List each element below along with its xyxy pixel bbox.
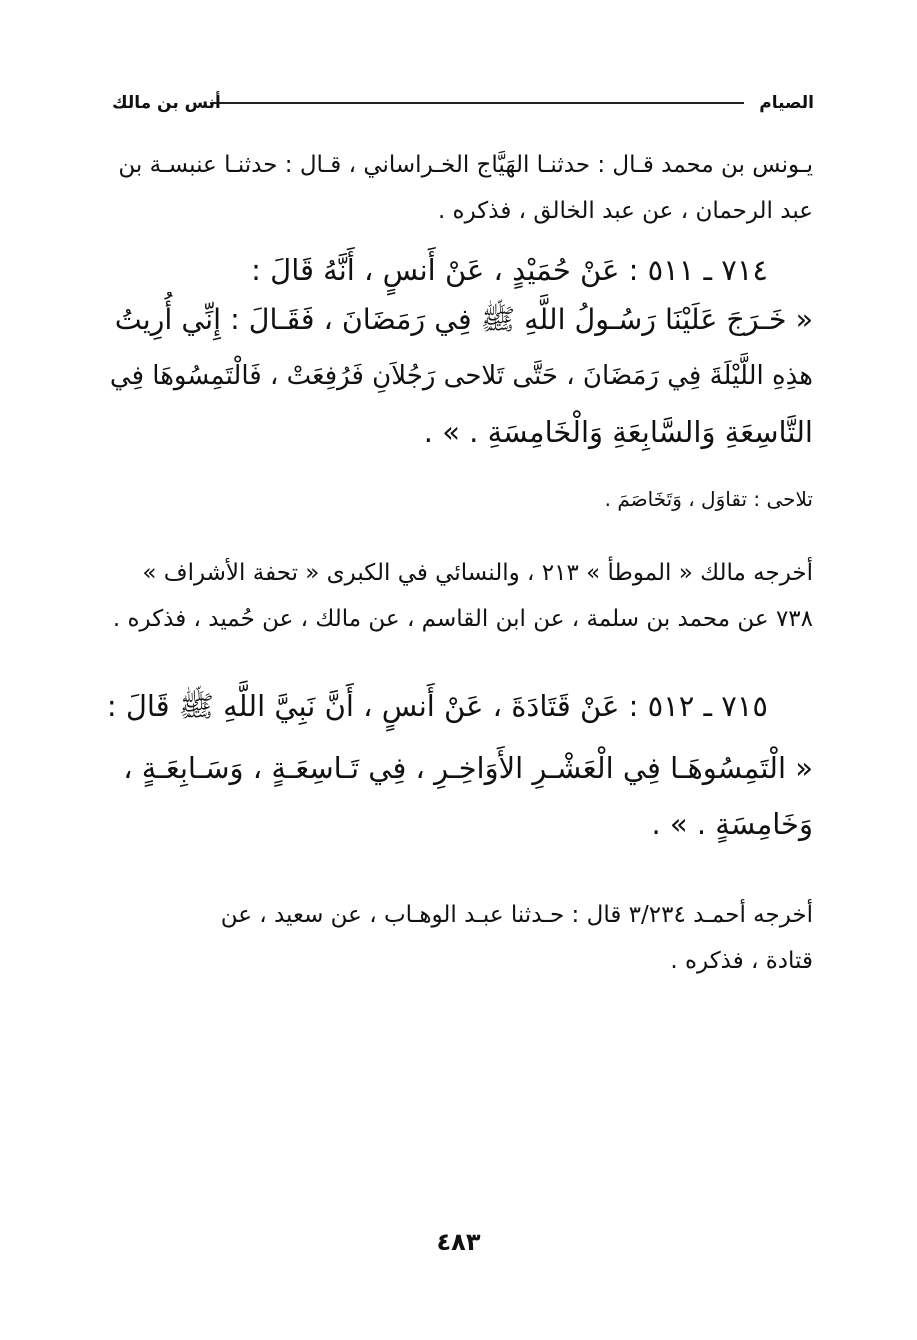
takhrij-line: قتادة ، فذكره . xyxy=(670,948,813,974)
page-number: ٤٨٣ xyxy=(436,1228,481,1256)
hadith-714-takhrij xyxy=(105,550,813,642)
text-line: عبد الرحمان ، عن عبد الخالق ، فذكره . xyxy=(437,198,813,224)
matn-line: التَّاسِعَةِ وَالسَّابِعَةِ وَالْخَامِسَةِ . » . xyxy=(423,415,813,449)
chapter-title: الصيام xyxy=(759,93,814,113)
header-rule xyxy=(210,102,744,104)
running-header xyxy=(112,90,814,122)
takhrij-line: ٧٣٨ عن محمد بن سلمة ، عن ابن القاسم ، عن مالك ، عن حُميد ، فذكره . xyxy=(112,606,813,632)
isnad-continuation xyxy=(105,142,813,234)
takhrij-line: أخرجه مالك « الموطأ » ٢١٣ ، والنسائي في الكبرى « تحفة الأشراف » xyxy=(142,560,813,586)
hadith-715-matn xyxy=(105,740,813,852)
hadith-heading-text: ٧١٤ ـ ٥١١ : عَنْ حُمَيْدٍ ، عَنْ أَنسٍ ، أَنَّهُ قَالَ : xyxy=(251,253,768,287)
gloss-note xyxy=(105,484,813,514)
hadith-715-heading xyxy=(105,680,813,732)
gloss-text: تلاحى : تقاوَل ، وَتَخَاصَمَ . xyxy=(604,487,813,511)
hadith-715-takhrij xyxy=(105,892,813,984)
text-line: يـونس بن محمد قـال : حدثنـا الهَيَّاج الخـراساني ، قـال : حدثنـا عنبسـة بن xyxy=(118,152,813,178)
matn-line: وَخَامِسَةٍ . » . xyxy=(651,807,813,841)
hadith-714-heading xyxy=(105,244,813,296)
takhrij-line: أخرجه أحمـد ٣/٢٣٤ قال : حـدثنا عبـد الوهـاب ، عن سعيد ، عن xyxy=(220,902,813,928)
hadith-714-matn xyxy=(105,292,813,460)
matn-line: « الْتَمِسُوهَـا فِي الْعَشْـرِ الأَوَاخِـرِ ، فِي تَـاسِعَـةٍ ، وَسَـابِعَـةٍ ، xyxy=(123,751,813,785)
matn-line: « خَـرَجَ عَلَيْنَا رَسُـولُ اللَّهِ ﷺ فِي رَمَضَانَ ، فَقَـالَ : إِنِّي أُرِيتُ xyxy=(114,303,813,336)
matn-line: هذِهِ اللَّيْلَةَ فِي رَمَضَانَ ، حَتَّى تَلاحى رَجُلاَنِ فَرُفِعَتْ ، فَالْتَمِسُوهَا فِي xyxy=(109,361,813,391)
hadith-heading-text: ٧١٥ ـ ٥١٢ : عَنْ قَتَادَةَ ، عَنْ أَنسٍ ، أَنَّ نَبِيَّ اللَّهِ ﷺ قَالَ : xyxy=(106,689,768,723)
section-title: أنس بن مالك xyxy=(112,93,221,113)
